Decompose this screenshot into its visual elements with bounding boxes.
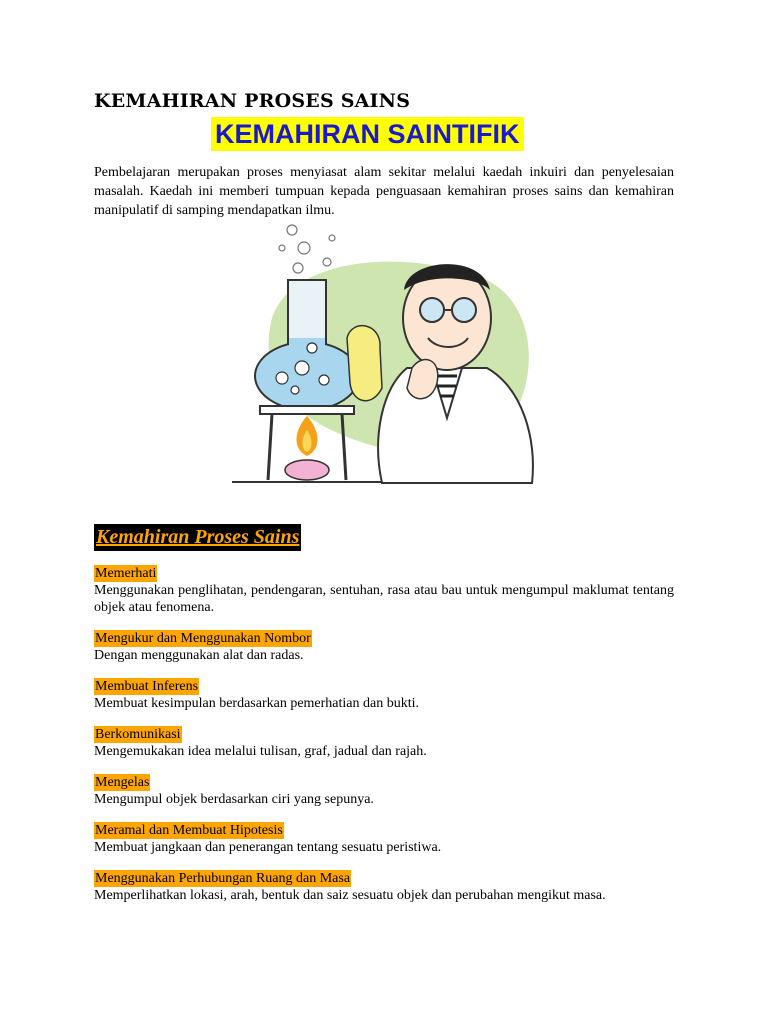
document-subtitle: KEMAHIRAN SAINTIFIK xyxy=(211,117,524,151)
list-item xyxy=(94,678,674,712)
skill-description: Membuat kesimpulan berdasarkan pemerhatian dan bukti. xyxy=(94,696,420,711)
intro-paragraph: Pembelajaran merupakan proses menyiasat alam sekitar melalui kaedah inkuiri dan penyelesaian masalah. Kaedah ini memberi tumpuan kepada penguasaan kemahiran proses sains dan kemahiran manipulatif di samping mendapatkan ilmu. xyxy=(94,165,674,218)
skill-name: Mengelas xyxy=(95,775,150,790)
skill-description: Mengemukakan idea melalui tulisan, graf, jadual dan rajah. xyxy=(94,744,427,759)
skills-list xyxy=(94,565,674,918)
section-heading: Kemahiran Proses Sains xyxy=(94,524,301,551)
skill-name: Membuat Inferens xyxy=(95,679,199,694)
skill-description: Menggunakan penglihatan, pendengaran, sentuhan, rasa atau bau untuk mengumpul maklumat tentang objek atau fenomena. xyxy=(94,583,674,615)
skill-name: Meramal dan Membuat Hipotesis xyxy=(95,823,283,838)
list-item xyxy=(94,870,674,904)
skill-name: Berkomunikasi xyxy=(95,727,181,742)
skill-name: Memerhati xyxy=(95,566,157,581)
list-item xyxy=(94,774,674,808)
skill-description: Dengan menggunakan alat dan radas. xyxy=(94,648,304,663)
scientist-with-flask-icon xyxy=(232,218,537,490)
list-item xyxy=(94,726,674,760)
skill-description: Membuat jangkaan dan penerangan tentang sesuatu peristiwa. xyxy=(94,840,442,855)
skill-description: Mengumpul objek berdasarkan ciri yang sepunya. xyxy=(94,792,374,807)
list-item xyxy=(94,630,674,664)
list-item xyxy=(94,565,674,616)
skill-name: Mengukur dan Menggunakan Nombor xyxy=(95,631,311,646)
skill-name: Menggunakan Perhubungan Ruang dan Masa xyxy=(95,871,351,886)
list-item xyxy=(94,822,674,856)
skill-description: Memperlihatkan lokasi, arah, bentuk dan saiz sesuatu objek dan perubahan mengikut masa. xyxy=(94,888,606,903)
document-title: KEMAHIRAN PROSES SAINS xyxy=(94,90,411,112)
